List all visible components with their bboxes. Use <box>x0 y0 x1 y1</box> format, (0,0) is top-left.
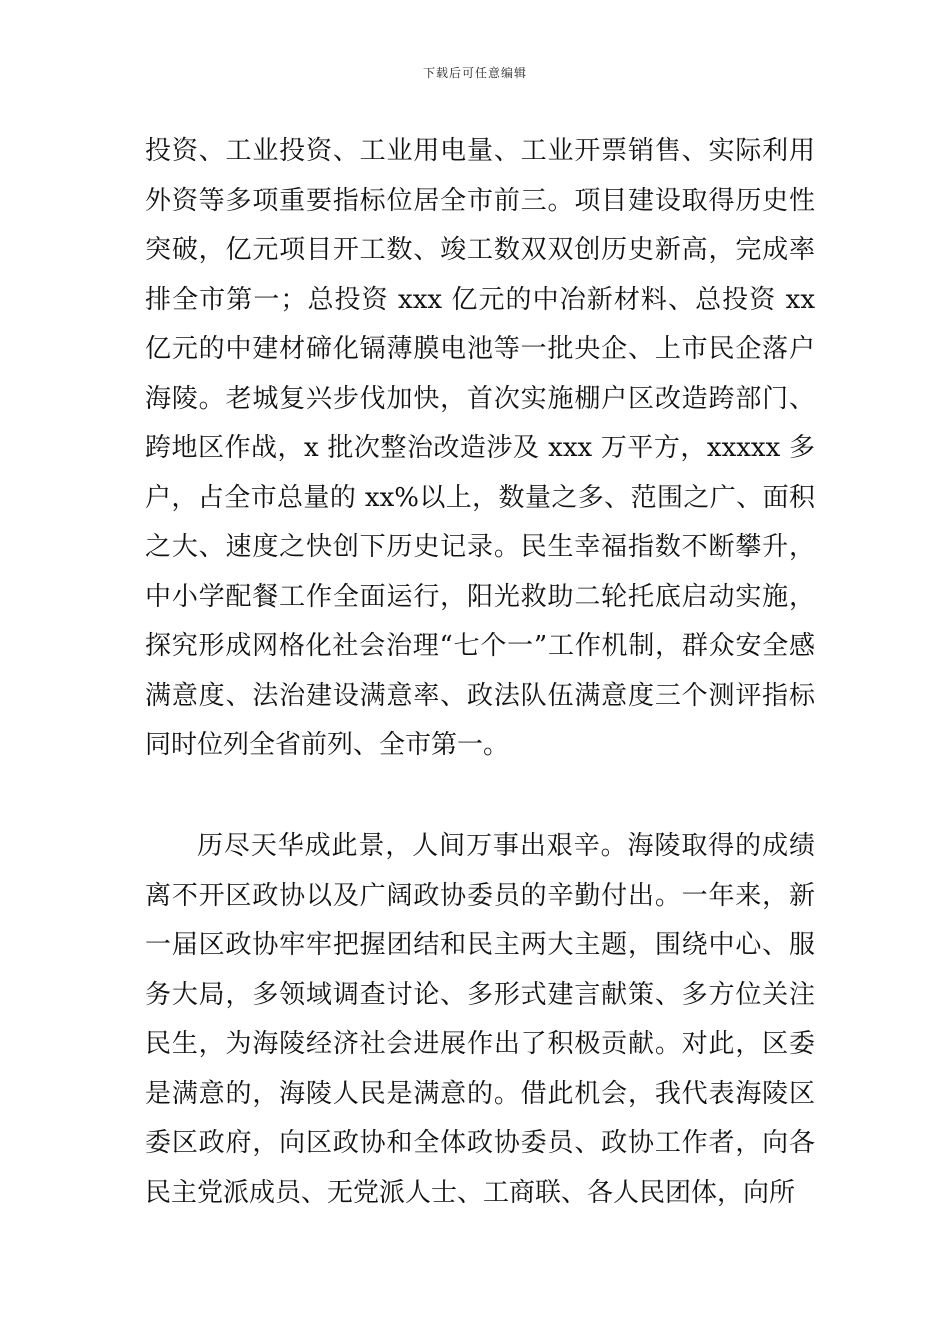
body-paragraph-2: 历尽天华成此景，人间万事出艰辛。海陵取得的成绩离不开区政协以及广阔政协委员的辛勤付出。一年来，新一届区政协牢牢把握团结和民主两大主题，围绕中心、服务大局，多领域调查讨论、多形式建言献策、多方位关注民生，为海陵经济社会进展作出了积极贡献。对此，区委是满意的，海陵人民是满意的。借此机会，我代表海陵区委区政府，向区政协和全体政协委员、政协工作者，向各民主党派成员、无党派人士、工商联、各人民团体，向所 <box>145 831 815 1208</box>
body-paragraph-1: 投资、工业投资、工业用电量、工业开票销售、实际利用外资等多项重要指标位居全市前三。项目建设取得历史性突破，亿元项目开工数、竣工数双双创历史新高，完成率排全市第一；总投资 xxx 亿元的中冶新材料、总投资 xx 亿元的中建材碲化镉薄膜电池等一批央企、上市民企落户海陵。老城复兴步伐加快，首次实施棚户区改造跨部门、跨地区作战，x 批次整治改造涉及 xxx 万平方，xxxxx 多户，占全市总量的 xx%以上，数量之多、范围之广、面积之大、速度之快创下历史记录。民生幸福指数不断攀升，中小学配餐工作全面运行，阳光救助二轮托底启动实施，探究形成网格化社会治理“七个一”工作机制，群众安全感满意度、法治建设满意率、政法队伍满意度三个测评指标同时位列全省前列、全市第一。 <box>145 136 815 760</box>
header-note: 下载后可任意编辑 <box>422 66 527 80</box>
